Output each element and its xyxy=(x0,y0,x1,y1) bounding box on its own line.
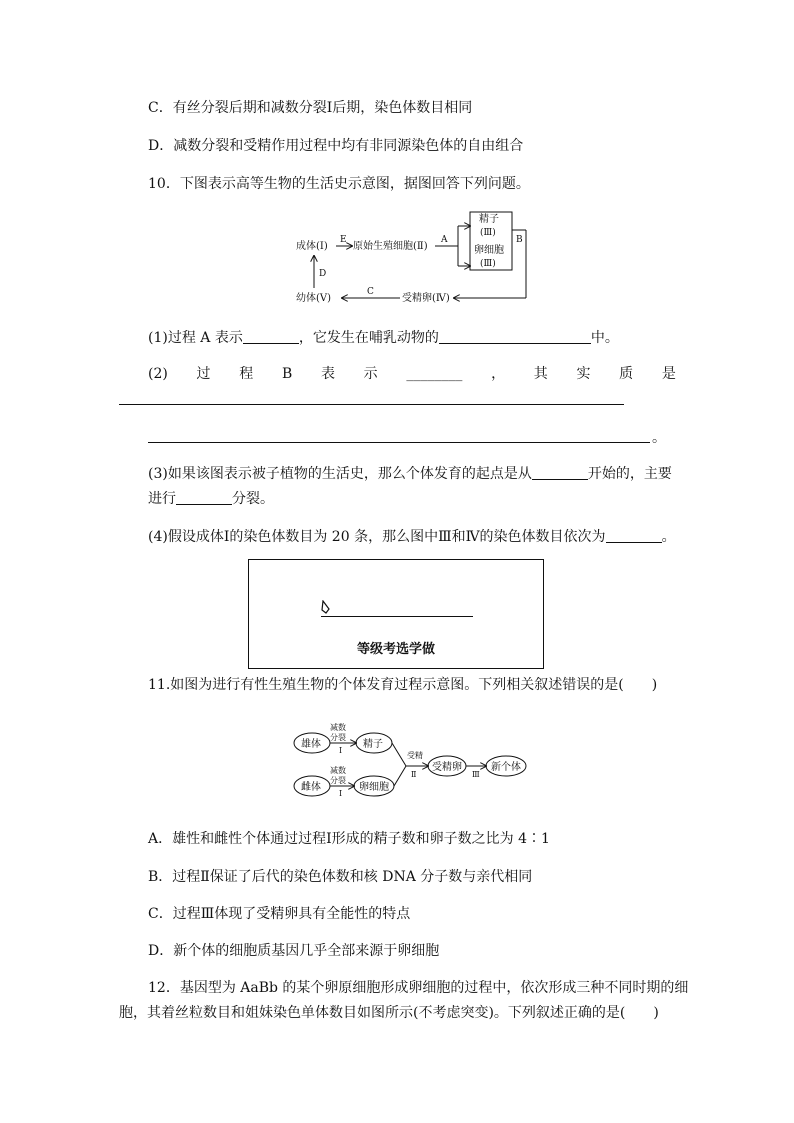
answer-blank[interactable] xyxy=(606,528,662,543)
meiosis-label-bottom-2: 分裂 xyxy=(330,776,346,785)
answer-line[interactable] xyxy=(148,442,650,443)
roman-1-top: Ⅰ xyxy=(339,746,343,755)
option-a-q11: A．雄性和雌性个体通过过程Ⅰ形成的精子数和卵子数之比为 4∶1 xyxy=(148,831,550,847)
section-header-box xyxy=(248,559,544,669)
option-d-q11: D．新个体的细胞质基因几乎全部来源于卵细胞 xyxy=(148,943,440,959)
male-node: 雄体 xyxy=(301,739,321,750)
option-d-q9: D．减数分裂和受精作用过程中均有非同源染色体的自由组合 xyxy=(148,138,524,154)
sperm-node-11: 精子 xyxy=(363,739,383,750)
period: 。 xyxy=(652,430,666,446)
answer-line[interactable] xyxy=(119,404,624,405)
sperm-roman: (Ⅲ) xyxy=(480,228,496,238)
egg-roman: (Ⅲ) xyxy=(480,259,496,269)
zygote-node: 受精卵(Ⅳ) xyxy=(402,293,450,304)
question-10-stem: 10．下图表示高等生物的生活史示意图，据图回答下列问题。 xyxy=(148,176,530,192)
answer-blank[interactable] xyxy=(439,329,591,344)
question-12-line-1: 12．基因型为 AaBb 的某个卵原细胞形成卵细胞的过程中，依次形成三种不同时期的细 xyxy=(148,980,689,996)
juvenile-node: 幼体(Ⅴ) xyxy=(296,293,332,304)
pencil-icon xyxy=(321,600,331,614)
option-c-q11: C．过程Ⅲ体现了受精卵具有全能性的特点 xyxy=(148,906,411,922)
development-diagram xyxy=(290,720,530,806)
q10-part-4: (4)假设成体Ⅰ的染色体数目为 20 条，那么图中Ⅲ和Ⅳ的染色体数目依次为 。 xyxy=(148,529,676,545)
option-b-q11: B．过程Ⅱ保证了后代的染色体数和核 DNA 分子数与亲代相同 xyxy=(148,869,533,885)
fertilization-label: 受精 xyxy=(407,751,423,760)
arrow-label-a: A xyxy=(441,235,448,245)
arrow-label-b: B xyxy=(516,235,523,245)
adult-node: 成体(Ⅰ) xyxy=(296,241,328,252)
answer-blank[interactable] xyxy=(243,329,299,344)
q10-part-3-line-1: (3)如果该图表示被子植物的生活史，那么个体发育的起点是从 开始的，主要 xyxy=(148,466,672,482)
egg-node: 卵细胞 xyxy=(474,245,504,256)
answer-blank[interactable] xyxy=(532,465,588,480)
question-11-stem: 11.如图为进行有性生殖生物的个体发育过程示意图。下列相关叙述错误的是( ) xyxy=(148,677,658,693)
egg-node-11: 卵细胞 xyxy=(359,782,389,793)
arrow-label-c: C xyxy=(367,287,374,297)
roman-1-bottom: Ⅰ xyxy=(339,789,343,798)
section-title: 等级考选学做 xyxy=(356,642,435,657)
new-individual-node: 新个体 xyxy=(491,762,521,773)
roman-2: Ⅱ xyxy=(411,770,417,779)
q10-part-2: (2) 过 程 B 表 示 ________ ， 其 实 质 是 xyxy=(148,366,676,382)
question-12-line-2: 胞，其着丝粒数目和姐妹染色单体数目如图所示(不考虑突变)。下列叙述正确的是( ) xyxy=(119,1005,659,1021)
answer-blank[interactable] xyxy=(176,490,232,505)
sperm-node: 精子 xyxy=(479,214,499,225)
q10-part-1: (1)过程 A 表示 ，它发生在哺乳动物的 中。 xyxy=(148,330,619,346)
meiosis-label-top-1: 减数 xyxy=(330,723,346,732)
female-node: 雌体 xyxy=(301,782,321,793)
q10-part-3-line-2: 进行 分裂。 xyxy=(148,491,274,507)
zygote-node-11: 受精卵 xyxy=(432,762,462,773)
life-cycle-diagram xyxy=(290,208,540,312)
arrow-label-d: D xyxy=(319,269,327,279)
primordial-node: 原始生殖细胞(Ⅱ) xyxy=(353,241,428,252)
option-c-q9: C．有丝分裂后期和减数分裂Ⅰ后期，染色体数目相同 xyxy=(148,100,473,116)
meiosis-label-top-2: 分裂 xyxy=(330,733,346,742)
roman-3: Ⅲ xyxy=(472,770,480,779)
header-rule xyxy=(321,616,473,617)
answer-blank[interactable]: ________ xyxy=(406,366,463,382)
meiosis-label-bottom-1: 减数 xyxy=(330,766,346,775)
arrow-label-e: E xyxy=(340,235,347,245)
